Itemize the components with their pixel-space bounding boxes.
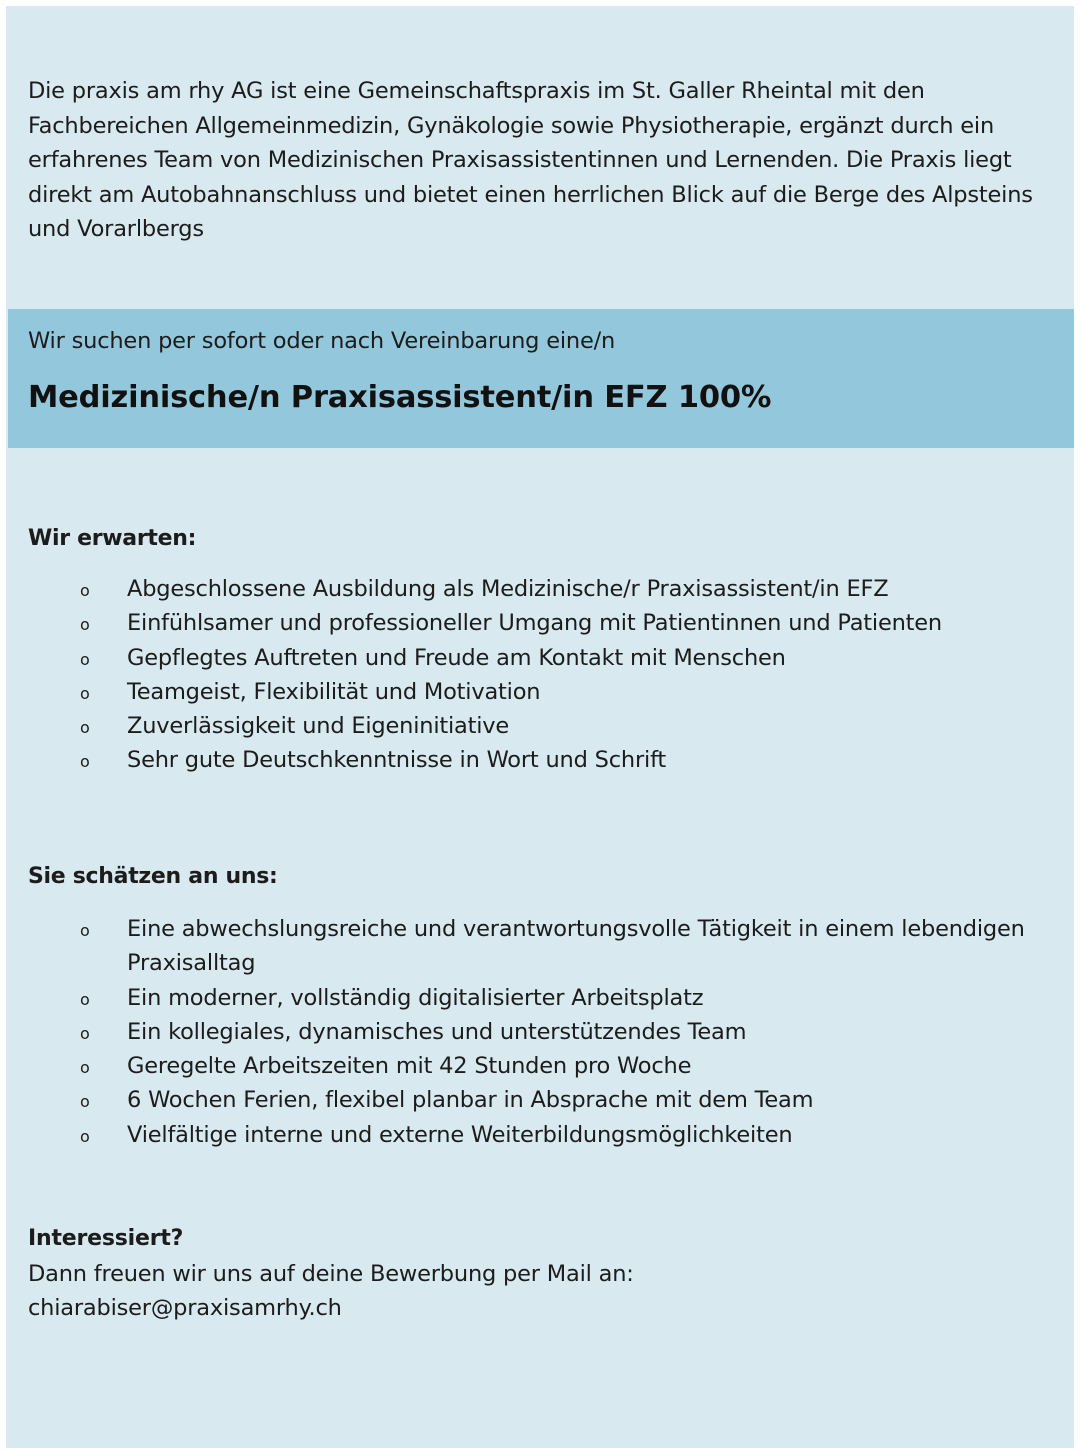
list-item-text: Ein moderner, vollständig digitalisierter Arbeitsplatz [127, 984, 704, 1011]
expectations-heading: Wir erwarten: [28, 526, 197, 551]
job-title: Medizinische/n Praxisassistent/in EFZ 100% [28, 380, 772, 415]
closing-text: Dann freuen wir uns auf deine Bewerbung per Mail an: [28, 1260, 634, 1287]
list-item-text: Sehr gute Deutschkenntnisse in Wort und Schrift [127, 747, 667, 774]
bullet-icon: o [80, 921, 90, 940]
list-item [6, 1049, 1074, 1083]
bullet-icon: o [80, 1058, 90, 1078]
list-item [6, 743, 1074, 777]
bullet-icon: o [80, 752, 90, 772]
banner-subtitle: Wir suchen per sofort oder nach Vereinbarung eine/n [28, 328, 616, 354]
list-item [6, 675, 1074, 709]
list-item [6, 1015, 1074, 1049]
bullet-icon: o [80, 718, 90, 738]
closing-block [28, 1221, 634, 1326]
bullet-icon: o [80, 989, 90, 1009]
bullet-icon: o [80, 1092, 90, 1112]
list-item-text: Zuverlässigkeit und Eigeninitiative [127, 713, 510, 740]
list-item-text: Ein kollegiales, dynamisches und unterstützendes Team [127, 1018, 747, 1045]
contact-email[interactable]: chiarabiser@praxisamrhy.ch [28, 1295, 342, 1321]
intro-paragraph: Die praxis am rhy AG ist eine Gemeinschaftspraxis im St. Galler Rheintal mit den Fachbereichen Allgemeinmedizin, Gynäkologie sowie Physiotherapie, ergänzt durch ein erfahrenes Team von Medizinischen Praxisassistentinnen und Lernenden. Die Praxis liegt direkt am Autobahnanschluss und bietet einen herrlichen Blick auf die Berge des Alpsteins und Vorarlbergs [28, 78, 1033, 242]
list-item [6, 572, 1074, 606]
list-item-text: Gepflegtes Auftreten und Freude am Kontakt mit Menschen [127, 644, 786, 671]
list-item [6, 1083, 1074, 1117]
list-item [6, 912, 1074, 981]
list-item [6, 981, 1074, 1015]
bullet-icon: o [80, 649, 90, 669]
list-item [6, 641, 1074, 675]
closing-heading: Interessiert? [28, 1226, 184, 1251]
bullet-icon: o [80, 615, 90, 635]
list-item-text: Vielfältige interne und externe Weiterbildungsmöglichkeiten [127, 1121, 793, 1148]
bullet-icon: o [80, 1023, 90, 1043]
bullet-icon: o [80, 1126, 90, 1146]
list-item-text: Abgeschlossene Ausbildung als Medizinische/r Praxisassistent/in EFZ [127, 576, 889, 602]
list-item [6, 1118, 1074, 1152]
benefits-heading: Sie schätzen an uns: [28, 864, 278, 889]
list-item-text: Teamgeist, Flexibilität und Motivation [127, 678, 541, 705]
list-item [6, 606, 1074, 640]
list-item-text: Einfühlsamer und professioneller Umgang mit Patientinnen und Patienten [127, 610, 942, 637]
list-item-text: Eine abwechslungsreiche und verantwortungsvolle Tätigkeit in einem lebendigen Praxisalltag [127, 916, 1025, 977]
expectations-list [6, 572, 1074, 778]
list-item-text: Geregelte Arbeitszeiten mit 42 Stunden pro Woche [127, 1053, 692, 1080]
bullet-icon: o [80, 683, 90, 703]
bullet-icon: o [80, 581, 90, 600]
job-posting [6, 6, 1074, 1448]
benefits-list [6, 912, 1074, 1152]
list-item [6, 709, 1074, 743]
list-item-text: 6 Wochen Ferien, flexibel planbar in Absprache mit dem Team [127, 1087, 814, 1114]
